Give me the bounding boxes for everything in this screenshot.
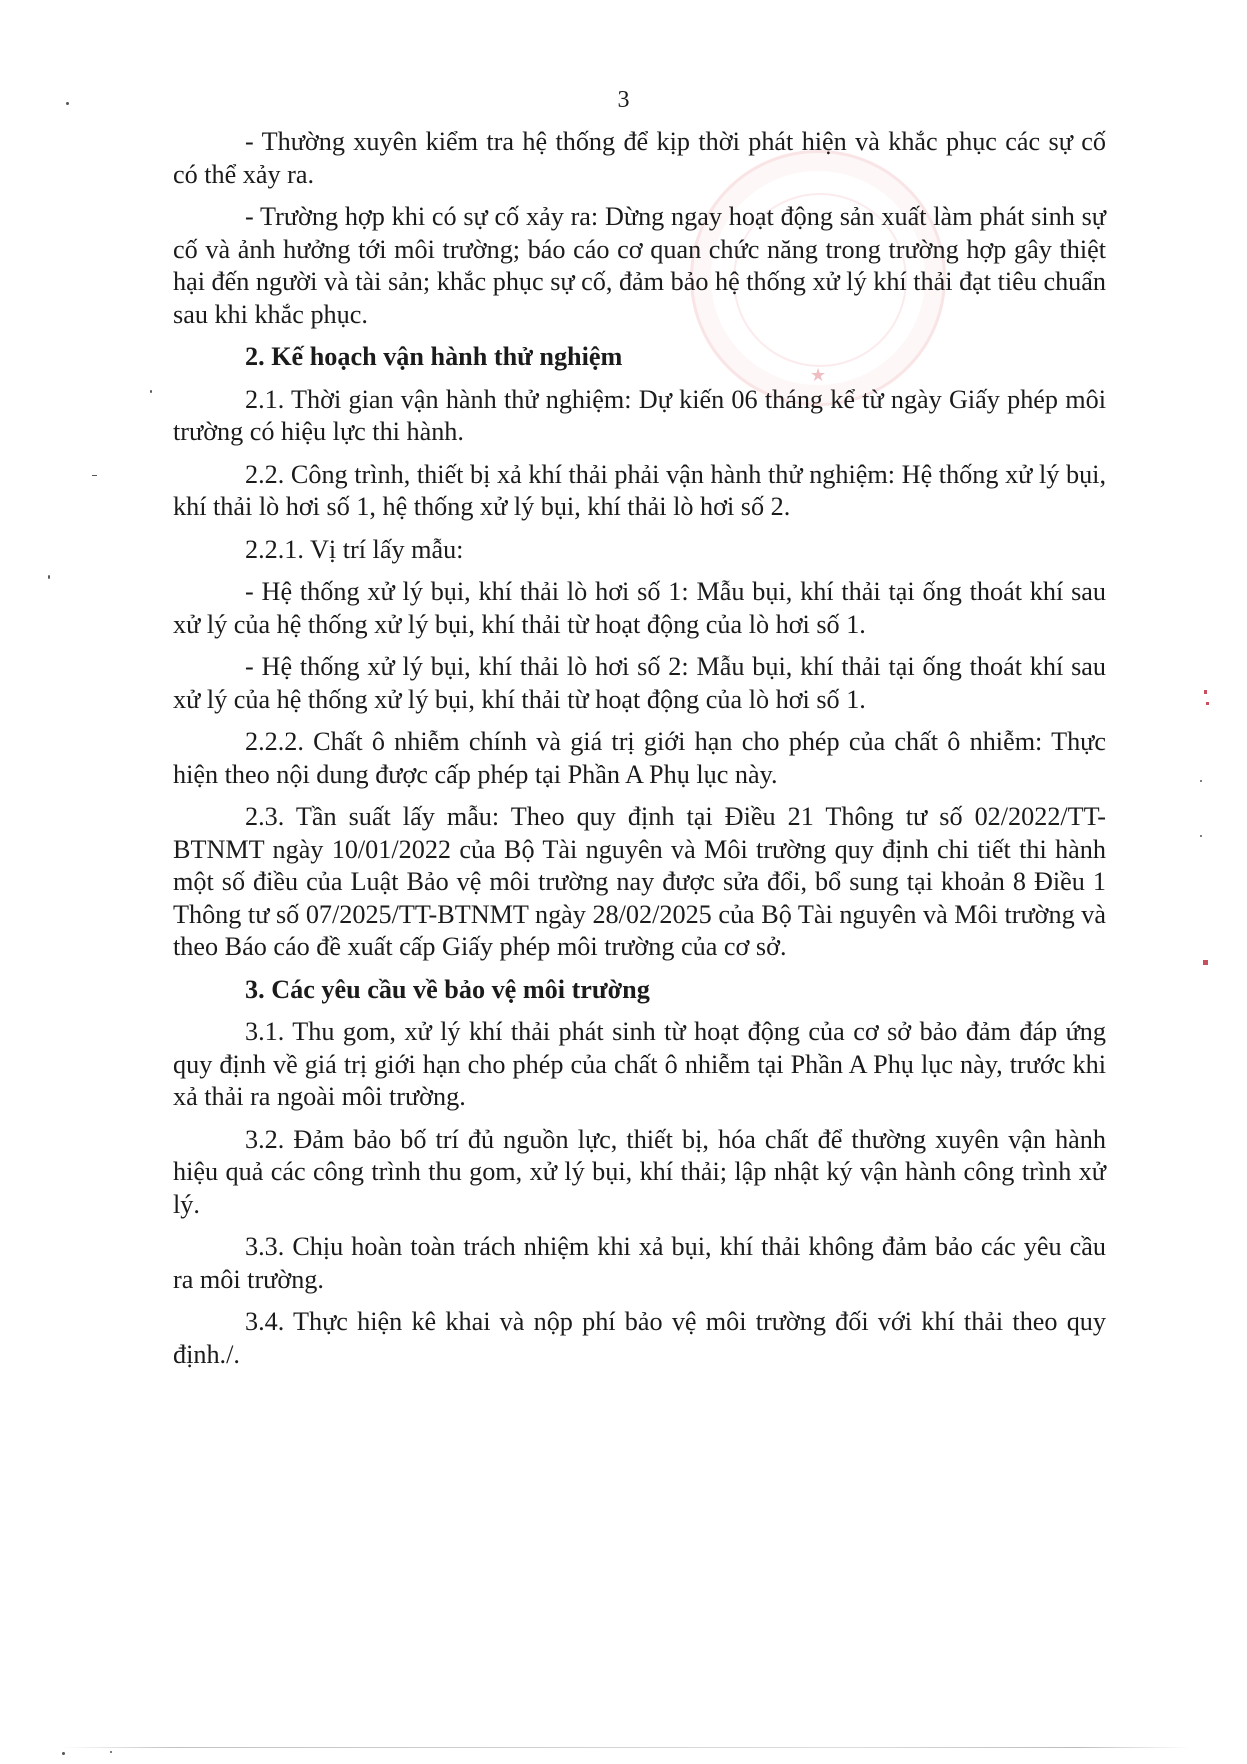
paragraph-2-1: 2.1. Thời gian vận hành thử nghiệm: Dự kiến 06 tháng kể từ ngày Giấy phép môi trường có hiệu lực thi hành. (173, 384, 1106, 446)
paragraph-2-2-1: 2.2.1. Vị trí lấy mẫu: (245, 534, 464, 564)
margin-mark (1206, 702, 1209, 705)
paragraph-sampling-boiler-2: - Hệ thống xử lý bụi, khí thải lò hơi số 2: Mẫu bụi, khí thải tại ống thoát khí sau xử lý của hệ thống xử lý bụi, khí thải từ hoạt động của lò hơi số 1. (173, 652, 1106, 714)
scan-speck (110, 1751, 112, 1753)
margin-mark (1204, 690, 1207, 694)
paragraph-sampling-boiler-1: - Hệ thống xử lý bụi, khí thải lò hơi số 1: Mẫu bụi, khí thải tại ống thoát khí sau xử lý của hệ thống xử lý bụi, khí thải từ hoạt động của lò hơi số 1. (173, 577, 1106, 639)
page-number: 3 (617, 87, 630, 113)
paragraph-3-2: 3.2. Đảm bảo bố trí đủ nguồn lực, thiết bị, hóa chất để thường xuyên vận hành hiệu quả các công trình thu gom, xử lý bụi, khí thải; lập nhật ký vận hành công trình xử lý. (173, 1124, 1106, 1219)
scan-speck (66, 102, 69, 105)
scan-speck (1200, 835, 1202, 837)
paragraph-3-4: 3.4. Thực hiện kê khai và nộp phí bảo vệ môi trường đối với khí thải theo quy định./. (173, 1307, 1106, 1369)
scan-speck (92, 475, 97, 476)
paragraph-2-2-2: 2.2.2. Chất ô nhiễm chính và giá trị giới hạn cho phép của chất ô nhiễm: Thực hiện theo nội dung được cấp phép tại Phần A Phụ lục này. (173, 727, 1106, 789)
stamp-star-icon: ★ (810, 365, 827, 385)
scan-edge-line (60, 1747, 1190, 1748)
scan-speck (62, 1752, 65, 1755)
heading-environmental-requirements: 3. Các yêu cầu về bảo vệ môi trường (245, 974, 650, 1004)
scan-speck (150, 390, 152, 393)
paragraph-incident-handling: - Trường hợp khi có sự cố xảy ra: Dừng ngay hoạt động sản xuất làm phát sinh sự cố và ảnh hưởng tới môi trường; báo cáo cơ quan chức năng trong trường hợp gây thiệt hại đến người và tài sản; khắc phục sự cố, đảm bảo hệ thống xử lý khí thải đạt tiêu chuẩn sau khi khắc phục. (173, 202, 1106, 329)
margin-mark (1203, 960, 1208, 965)
document-body (173, 126, 1106, 1381)
heading-trial-operation-plan: 2. Kế hoạch vận hành thử nghiệm (245, 342, 623, 371)
paragraph-check-system: - Thường xuyên kiểm tra hệ thống để kịp thời phát hiện và khắc phục các sự cố có thể xảy ra. (173, 127, 1106, 189)
paragraph-3-1: 3.1. Thu gom, xử lý khí thải phát sinh từ hoạt động của cơ sở bảo đảm đáp ứng quy định về giá trị giới hạn cho phép của chất ô nhiễm tại Phần A Phụ lục này, trước khi xả thải ra ngoài môi trường. (173, 1017, 1106, 1111)
scan-speck (1200, 780, 1202, 782)
paragraph-2-2: 2.2. Công trình, thiết bị xả khí thải phải vận hành thử nghiệm: Hệ thống xử lý bụi, khí thải lò hơi số 1, hệ thống xử lý bụi, khí thải lò hơi số 2. (173, 459, 1106, 521)
paragraph-2-3: 2.3. Tần suất lấy mẫu: Theo quy định tại Điều 21 Thông tư số 02/2022/TT-BTNMT ngày 10/01/2022 của Bộ Tài nguyên và Môi trường quy định chi tiết thi hành một số điều của Luật Bảo vệ môi trường nay được sửa đổi, bổ sung tại khoản 8 Điều 1 Thông tư số 07/2025/TT-BTNMT ngày 28/02/2025 của Bộ Tài nguyên và Môi trường và theo Báo cáo đề xuất cấp Giấy phép môi trường của cơ sở. (173, 802, 1106, 961)
paragraph-3-3: 3.3. Chịu hoàn toàn trách nhiệm khi xả bụi, khí thải không đảm bảo các yêu cầu ra môi trường. (173, 1232, 1106, 1294)
scan-speck (48, 575, 50, 579)
